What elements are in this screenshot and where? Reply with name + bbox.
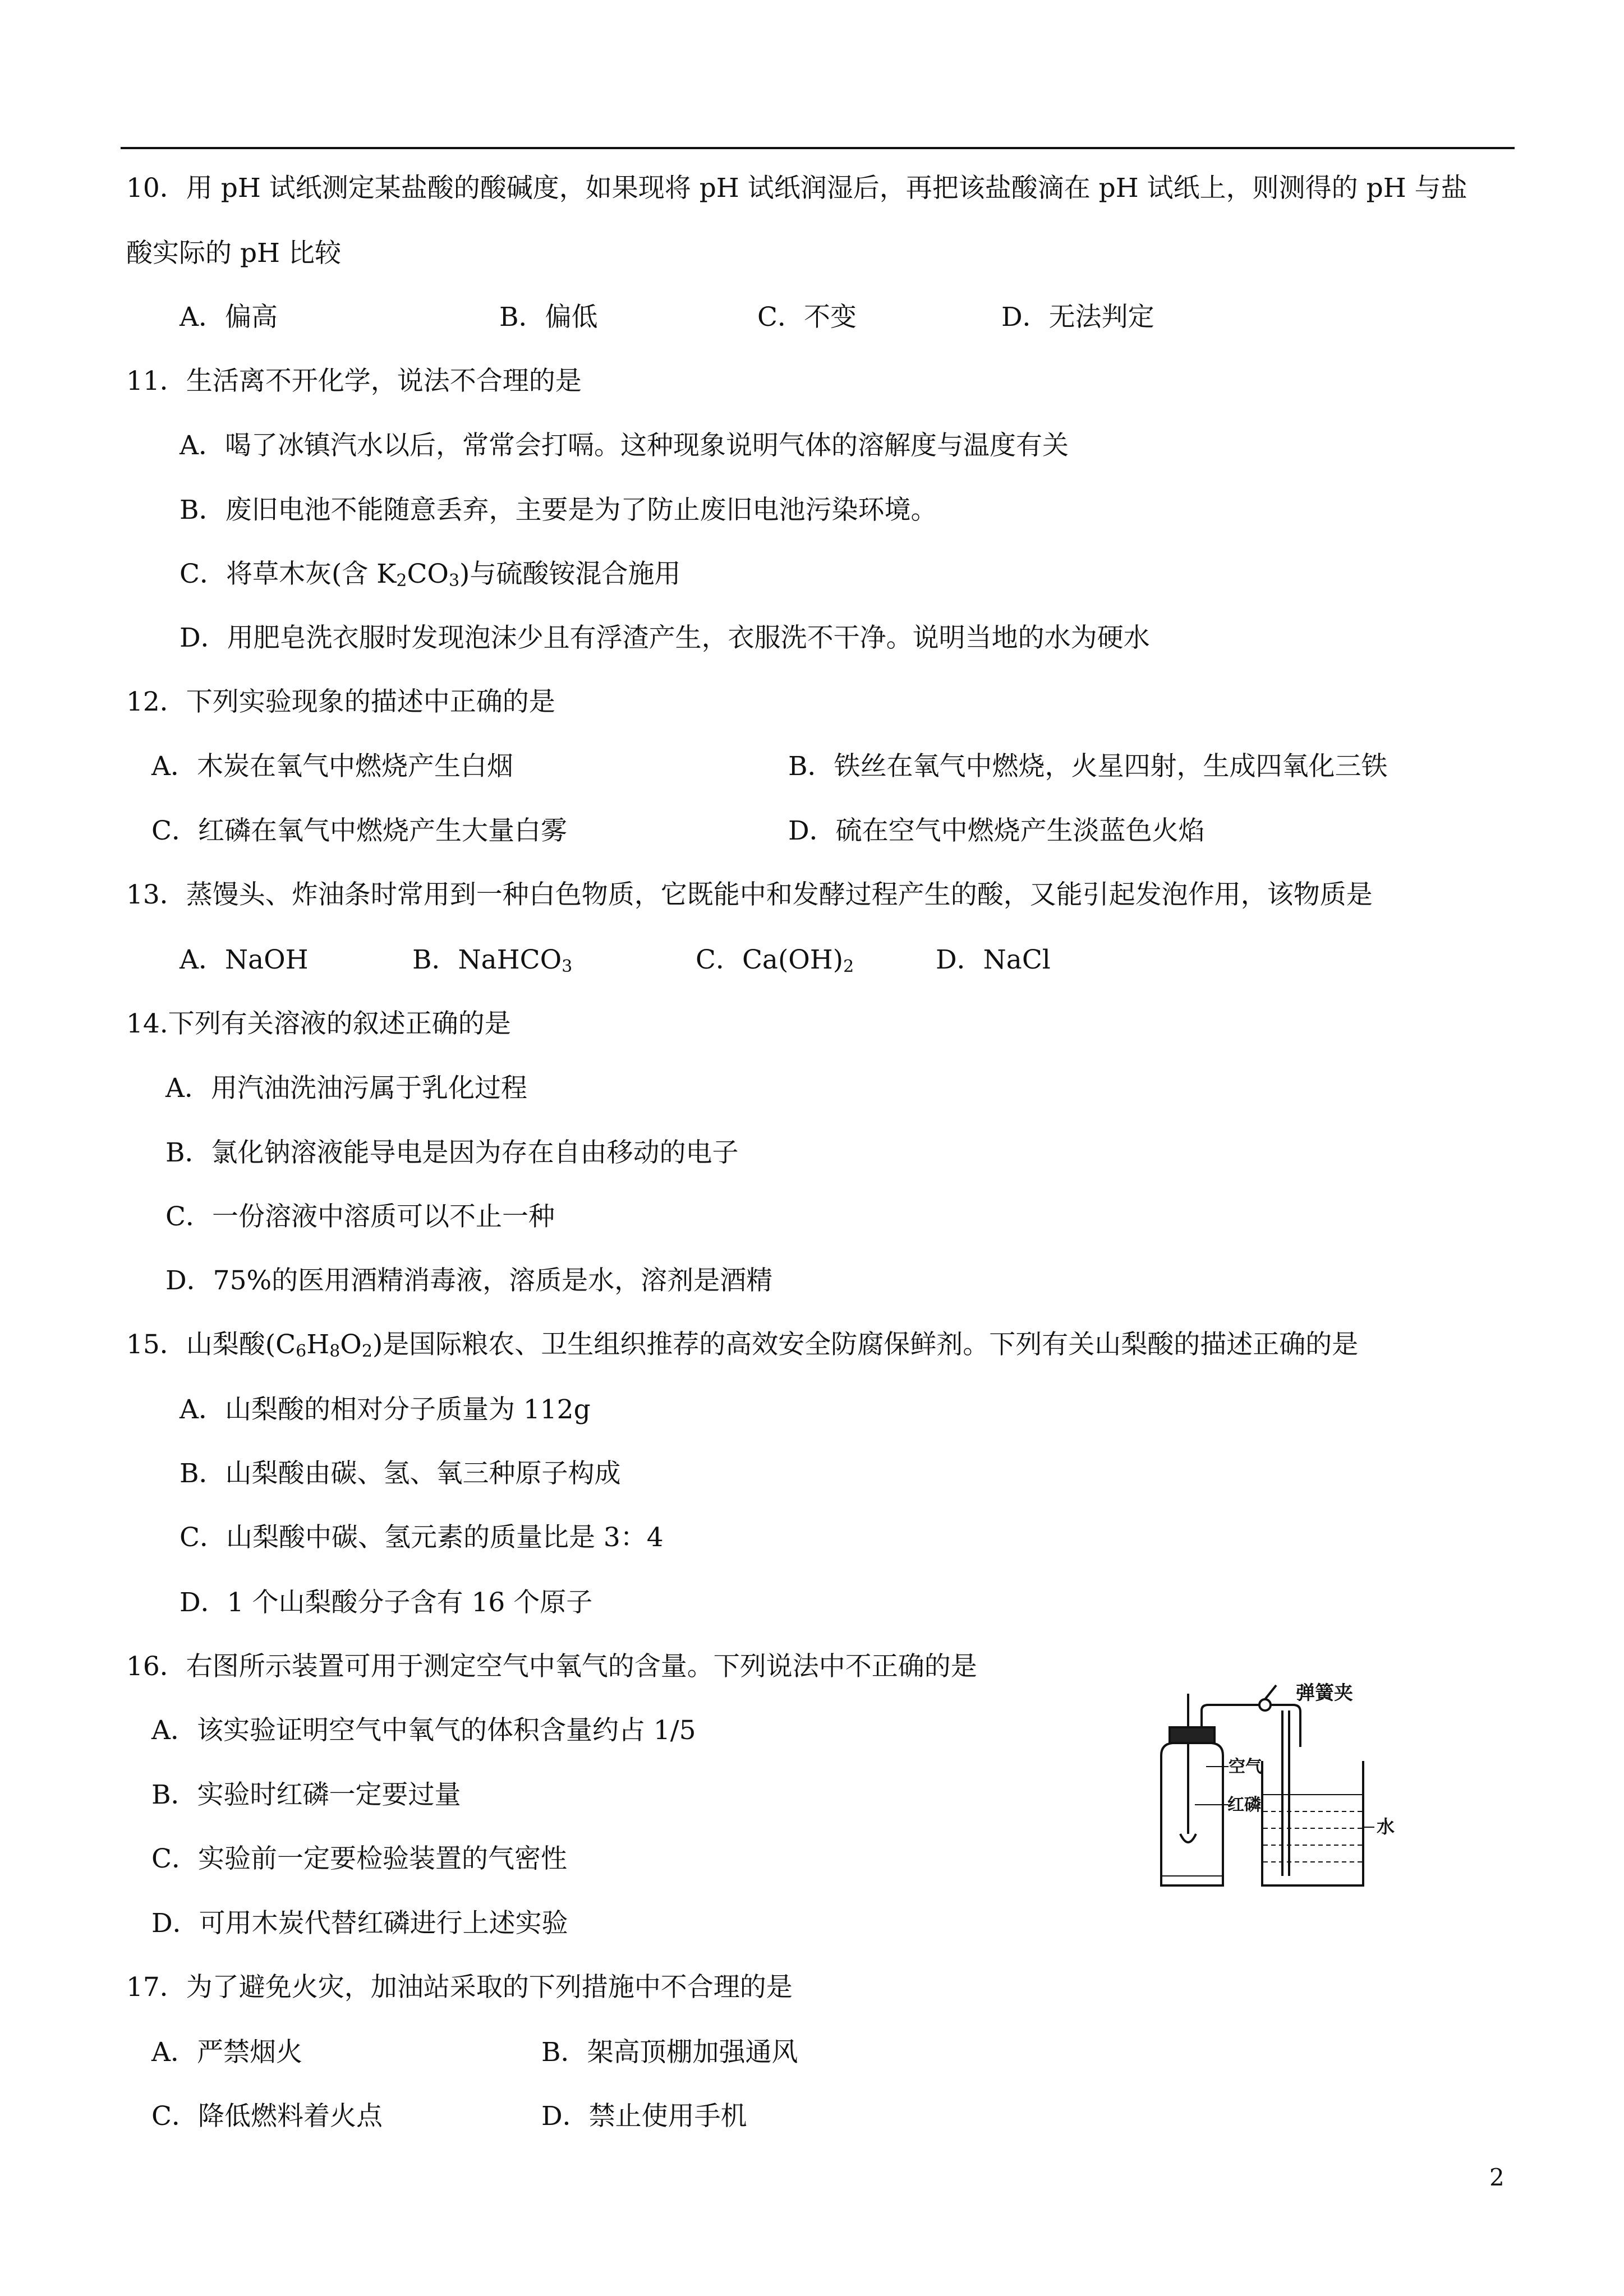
spoon-cup xyxy=(1180,1834,1196,1842)
label-air: 空气 xyxy=(1229,1757,1262,1777)
apparatus-figure xyxy=(1139,1682,1408,1907)
q11-option-d: D．用肥皂洗衣服时发现泡沫少且有浮渣产生，衣服洗不干净。说明当地的水为硬水 xyxy=(180,623,1150,653)
q14-option-b: B．氯化钠溶液能导电是因为存在自由移动的电子 xyxy=(165,1137,739,1168)
label-water: 水 xyxy=(1377,1816,1395,1837)
q13-option-d: D．NaCl xyxy=(936,944,1051,975)
q12-option-c: C．红磷在氧气中燃烧产生大量白雾 xyxy=(151,815,567,846)
bottle-outline xyxy=(1161,1755,1223,1885)
q14-stem: 14.下列有关溶液的叙述正确的是 xyxy=(126,1008,511,1039)
q14-option-c: C．一份溶液中溶质可以不止一种 xyxy=(165,1201,555,1232)
q15-option-b: B．山梨酸由碳、氢、氧三种原子构成 xyxy=(180,1458,621,1489)
q15-option-a: A．山梨酸的相对分子质量为 112g xyxy=(180,1394,591,1425)
q10-option-b: B．偏低 xyxy=(499,302,598,333)
q16-option-c: C．实验前一定要检验装置的气密性 xyxy=(151,1843,567,1874)
q17-option-c: C．降低燃料着火点 xyxy=(151,2101,383,2132)
q16-option-d: D．可用木炭代替红磷进行上述实验 xyxy=(151,1908,568,1939)
q12-option-b: B．铁丝在氧气中燃烧，火星四射，生成四氧化三铁 xyxy=(788,751,1388,782)
q14-option-d: D．75%的医用酒精消毒液，溶质是水，溶剂是酒精 xyxy=(165,1265,773,1296)
q11-option-a: A．喝了冰镇汽水以后，常常会打嗝。这种现象说明气体的溶解度与温度有关 xyxy=(180,430,1069,461)
q17-option-b: B．架高顶棚加强通风 xyxy=(541,2037,798,2068)
q16-option-b: B．实验时红磷一定要过量 xyxy=(151,1779,461,1810)
q15-option-d: D．1 个山梨酸分子含有 16 个原子 xyxy=(180,1587,593,1618)
q16-stem: 16．右图所示装置可用于测定空气中氧气的含量。下列说法中不正确的是 xyxy=(126,1651,977,1682)
q10-option-d: D．无法判定 xyxy=(1001,302,1154,333)
q10-stem-line1: 10．用 pH 试纸测定某盐酸的酸碱度，如果现将 pH 试纸润湿后，再把该盐酸滴在 pH 试纸上，则测得的 pH 与盐 xyxy=(126,173,1467,204)
q17-option-d: D．禁止使用手机 xyxy=(541,2101,747,2132)
q11-option-b: B．废旧电池不能随意丢弃，主要是为了防止废旧电池污染环境。 xyxy=(180,495,937,525)
q12-option-a: A．木炭在氧气中燃烧产生白烟 xyxy=(151,751,513,782)
q13-option-c: C．$Ca(OH)_2$ xyxy=(696,944,854,976)
header-rule xyxy=(121,147,1515,149)
q12-option-d: D．硫在空气中燃烧产生淡蓝色火焰 xyxy=(788,815,1205,846)
label-phosphorus: 红磷 xyxy=(1227,1795,1261,1815)
stopper xyxy=(1170,1727,1214,1743)
q15-option-c: C．山梨酸中碳、氢元素的质量比是 3：4 xyxy=(180,1522,664,1553)
q17-option-a: A．严禁烟火 xyxy=(151,2037,302,2068)
label-clamp: 弹簧夹 xyxy=(1296,1682,1353,1704)
q15-stem: 15．山梨酸$(C_6H_8O_2)$是国际粮农、卫生组织推荐的高效安全防腐保鲜剂。下列有关山梨酸的描述正确的是 xyxy=(126,1329,1359,1361)
q13-option-b: B．NaHCO$_3$ xyxy=(412,944,573,976)
connecting-tube xyxy=(1202,1705,1300,1747)
page-number: 2 xyxy=(1489,2164,1505,2191)
q11-option-c: C．将草木灰(含 $K_2CO_3$)与硫酸铵混合施用 xyxy=(180,559,681,591)
beaker-outline xyxy=(1262,1761,1363,1885)
q14-option-a: A．用汽油洗油污属于乳化过程 xyxy=(165,1073,527,1104)
q17-stem: 17．为了避免火灾，加油站采取的下列措施中不合理的是 xyxy=(126,1972,793,2003)
q10-stem-line2: 酸实际的 pH 比较 xyxy=(126,238,341,269)
q10-option-a: A．偏高 xyxy=(180,302,278,333)
q12-stem: 12．下列实验现象的描述中正确的是 xyxy=(126,686,555,717)
q13-option-a: A．NaOH xyxy=(180,944,309,975)
q11-stem: 11．生活离不开化学，说法不合理的是 xyxy=(126,366,582,397)
q16-option-a: A．该实验证明空气中氧气的体积含量约占 1/5 xyxy=(151,1715,696,1746)
q10-option-c: C．不变 xyxy=(757,302,857,333)
q13-stem: 13．蒸馒头、炸油条时常用到一种白色物质，它既能中和发酵过程产生的酸，又能引起发泡作用，该物质是 xyxy=(126,879,1373,910)
